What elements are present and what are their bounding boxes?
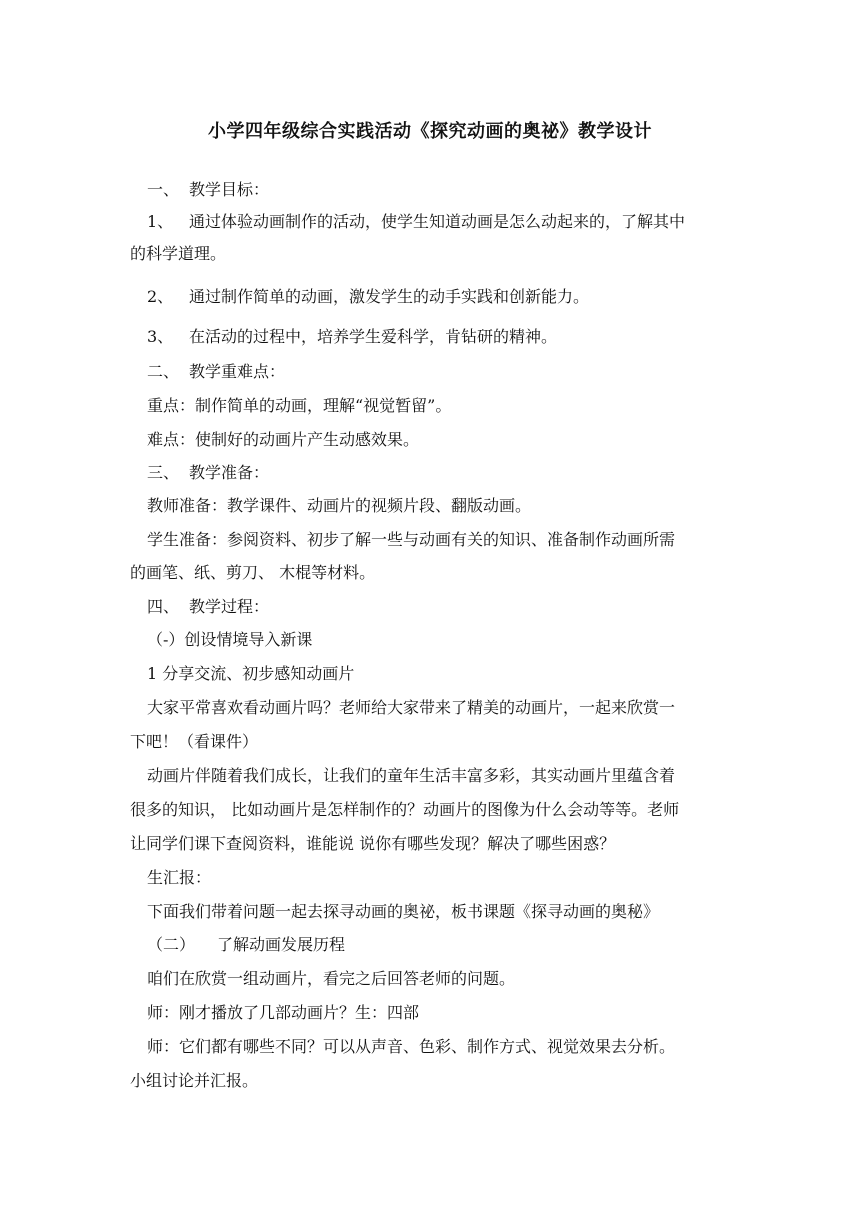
section-heading-process [147,597,269,617]
subsection-label: 了解动画发展历程 [217,935,346,954]
section-heading-goals [147,180,269,200]
section-number: 三、 [147,463,180,482]
subsection-number: （二） [147,935,196,954]
section-label: 教学目标： [189,180,270,199]
item-text: 在活动的过程中，培养学生爱科学，肯钻研的精神。 [189,327,558,346]
goal-item-2 [147,287,589,307]
subsection-heading-1: （-）创设情境导入新课 [147,630,313,649]
goal-item-3 [147,327,557,347]
item-number: 1、 [147,212,174,231]
paragraph-6: 师：它们都有哪些不同？可以从声音、色彩、制作方式、视觉效果去分析。 [147,1037,676,1056]
paragraph-1: 大家平常喜欢看动画片吗？老师给大家带来了精美的动画片，一起来欣赏一 [147,698,676,717]
step-heading-1: 1 分享交流、初步感知动画片 [147,664,355,683]
student-preparation-continued: 的画笔、纸、剪刀、 木棍等材料。 [130,563,376,582]
item-number: 2、 [147,287,174,306]
paragraph-4: 咱们在欣赏一组动画片，看完之后回答老师的问题。 [147,969,516,988]
student-report: 生汇报： [147,868,212,887]
paragraph-2-line-2: 很多的知识， 比如动画片是怎样制作的？动画片的图像为什么会动等等。老师 [130,800,680,819]
difficult-point: 难点：使制好的动画片产生动感效果。 [147,430,420,449]
section-heading-preparation [147,463,269,483]
paragraph-2: 动画片伴随着我们成长，让我们的童年生活丰富多彩，其实动画片里蕴含着 [147,766,676,785]
goal-item-1 [147,212,685,232]
item-text: 通过制作简单的动画，激发学生的动手实践和创新能力。 [189,287,590,306]
key-point: 重点：制作简单的动画，理解“视觉暂留”。 [147,396,452,415]
paragraph-5: 师：刚才播放了几部动画片？生：四部 [147,1003,420,1022]
section-number: 一、 [147,180,180,199]
section-number: 四、 [147,597,180,616]
student-preparation: 学生准备：参阅资料、初步了解一些与动画有关的知识、准备制作动画所需 [147,530,676,549]
item-number: 3、 [147,327,174,346]
section-label: 教学重难点： [189,362,286,381]
subsection-heading-2 [147,935,345,955]
paragraph-3: 下面我们带着问题一起去探寻动画的奥祕，板书课题《探寻动画的奥秘》 [147,902,660,921]
section-label: 教学过程： [189,597,270,616]
section-heading-key-points [147,362,285,382]
goal-item-1-continued: 的科学道理。 [130,244,227,263]
paragraph-2-line-3: 让同学们课下查阅资料，谁能说 说你有哪些发现？解决了哪些困惑？ [130,834,616,853]
section-label: 教学准备： [189,463,270,482]
teacher-preparation: 教师准备：教学课件、动画片的视频片段、翻版动画。 [147,496,532,515]
paragraph-6-continued: 小组讨论并汇报。 [130,1071,259,1090]
paragraph-1-continued: 下吧！（看课件） [130,732,259,751]
section-number: 二、 [147,362,180,381]
item-text: 通过体验动画制作的活动，使学生知道动画是怎么动起来的，了解其中 [189,212,686,231]
page-title: 小学四年级综合实践活动《探究动画的奥祕》教学设计 [208,121,652,142]
